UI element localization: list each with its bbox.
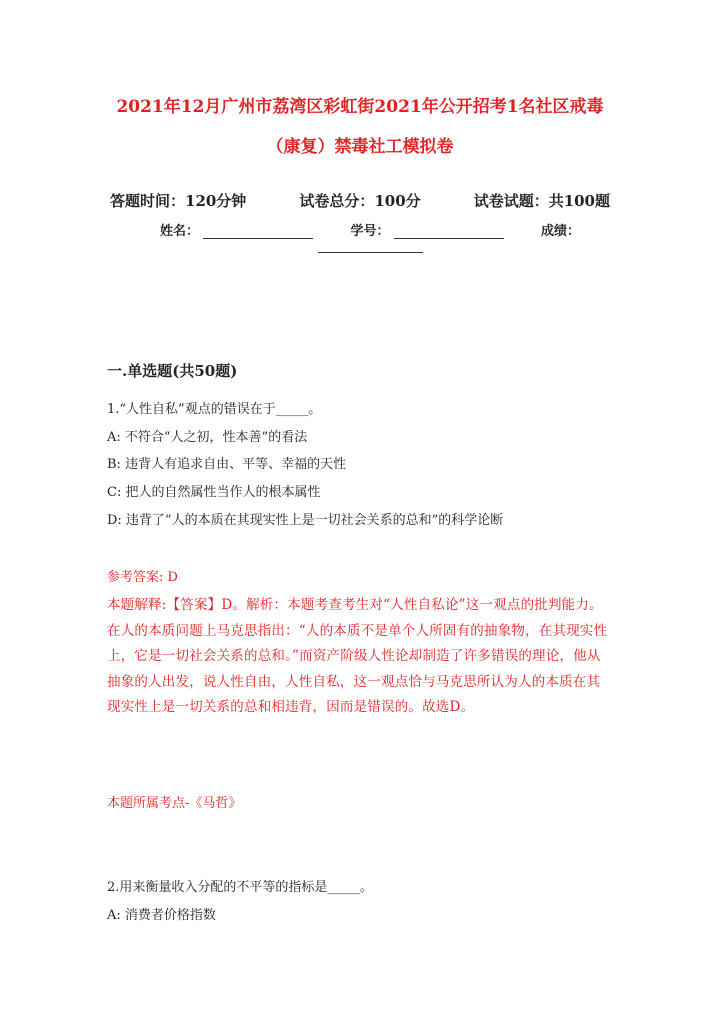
grade-field bbox=[541, 220, 580, 239]
section-heading: 一.单选题(共50题) bbox=[107, 362, 238, 380]
q1-option-b: B: 违背人有追求自由、平等、幸福的天性 bbox=[107, 457, 347, 472]
exam-total-score: 试卷总分：100分 bbox=[299, 192, 421, 210]
id-field bbox=[350, 220, 503, 239]
grade-label: 成绩： bbox=[540, 224, 580, 239]
id-label: 学号： bbox=[350, 224, 390, 239]
exam-meta-row bbox=[110, 190, 610, 211]
exam-time: 答题时间：120分钟 bbox=[110, 192, 247, 210]
q1-option-a: A: 不符合“人之初，性本善”的看法 bbox=[107, 430, 308, 445]
q2-option-a: A: 消费者价格指数 bbox=[107, 908, 216, 923]
grade-blank bbox=[318, 252, 423, 253]
name-blank bbox=[203, 224, 313, 239]
q1-explanation: 本题解释:【答案】D。解析：本题考查考生对“人性自私论”这一观点的批判能力。在人的本质问题上马克思指出：“人的本质不是单个人所固有的抽象物，在其现实性上，它是一切社会关系的总和。”而资产阶级人性论却制造了许多错误的理论，他从抽象的人出发，说人性自由，人性自私，这一观点恰与马克思所认为人的本质在其现实性上是一切关系的总和相违背，因而是错误的。故选D。 bbox=[107, 597, 608, 715]
name-label: 姓名： bbox=[160, 224, 200, 239]
document-title-line1: 2021年12月广州市荔湾区彩虹街2021年公开招考1名社区戒毒 bbox=[116, 97, 604, 117]
id-blank bbox=[394, 224, 504, 239]
q1-answer: 参考答案: D bbox=[107, 570, 178, 585]
q1-option-d: D: 违背了“人的本质在其现实性上是一切社会关系的总和”的科学论断 bbox=[107, 513, 504, 528]
q1-stem: 1.“人性自私”观点的错误在于_____。 bbox=[107, 402, 322, 417]
q2-stem: 2.用来衡量收入分配的不平等的指标是_____。 bbox=[107, 880, 373, 895]
student-info-row bbox=[160, 220, 580, 239]
q1-option-c: C: 把人的自然属性当作人的根本属性 bbox=[107, 485, 321, 500]
document-title-line2: （康复）禁毒社工模拟卷 bbox=[266, 137, 454, 157]
exam-question-count: 试卷试题：共100题 bbox=[473, 192, 610, 210]
q1-topic: 本题所属考点-《马哲》 bbox=[107, 796, 242, 811]
name-field bbox=[160, 220, 313, 239]
